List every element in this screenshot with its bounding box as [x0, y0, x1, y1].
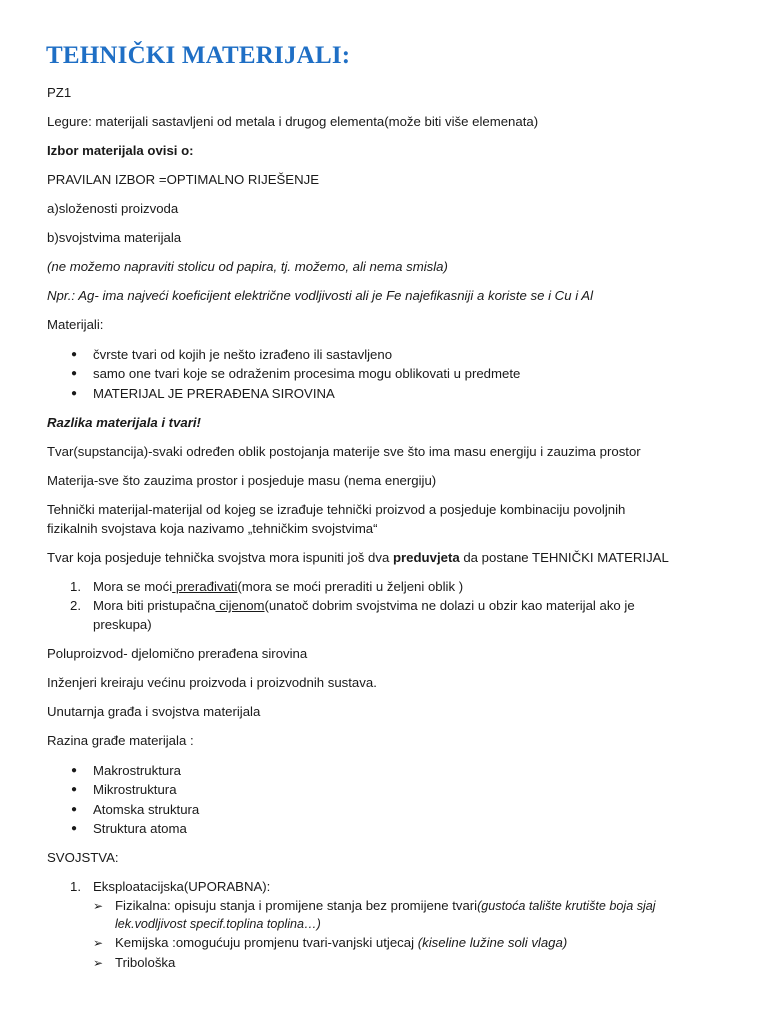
bullet-icon: ● — [71, 823, 78, 834]
izbor-heading: Izbor materijala ovisi o: — [47, 143, 194, 158]
svojstva-label: SVOJSTVA: — [47, 850, 119, 865]
item-underlined: cijenom — [215, 598, 265, 613]
item-italic: (kiseline lužine soli vlaga) — [417, 935, 568, 950]
sublist-item: Tribološka — [115, 955, 176, 970]
preduvjeti-text-post: da postane TEHNIČKI MATERIJAL — [459, 550, 669, 565]
sublist-item-continuation: lek.vodljivost specif.toplina toplina…) — [115, 917, 321, 931]
arrow-bullet-icon: ➢ — [93, 899, 104, 913]
item-underlined: prerađivati — [172, 579, 238, 594]
pz-label: PZ1 — [47, 85, 72, 100]
preduvjeti-paragraph — [47, 549, 669, 567]
sublist-item — [115, 897, 656, 915]
bullet-icon: ● — [71, 784, 78, 795]
legure-paragraph: Legure: materijali sastavljeni od metala i drugog elementa(može biti više elemenata) — [47, 114, 539, 129]
sublist-item — [115, 934, 567, 952]
bullet-icon: ● — [71, 765, 78, 776]
list-number: 2. — [70, 598, 81, 613]
bullet-icon: ● — [71, 804, 78, 815]
tehnicki-materijal-line-2: fizikalnih svojstava koja nazivamo „tehničkim svojstvima“ — [47, 521, 378, 536]
list-item: Atomska struktura — [93, 802, 200, 817]
bullet-icon: ● — [71, 388, 78, 399]
list-item: Struktura atoma — [93, 821, 187, 836]
option-a: a)složenosti proizvoda — [47, 201, 179, 216]
list-item: MATERIJAL JE PRERAĐENA SIROVINA — [93, 386, 335, 401]
materijali-label: Materijali: — [47, 317, 104, 332]
list-item — [93, 597, 635, 615]
list-item: Makrostruktura — [93, 763, 181, 778]
item-text: Mora se moći — [93, 579, 173, 594]
list-item — [93, 578, 463, 596]
item-text: Fizikalna: opisuju stanja i promijene stanja bez promijene tvari — [115, 898, 478, 913]
list-item: samo one tvari koje se odraženim procesima mogu oblikovati u predmete — [93, 366, 521, 381]
page-title: TEHNIČKI MATERIJALI: — [46, 42, 351, 69]
razlika-heading: Razlika materijala i tvari! — [47, 415, 201, 430]
list-item: Eksploatacijska(UPORABNA): — [93, 879, 271, 894]
stolica-note: (ne možemo napraviti stolicu od papira, tj. možemo, ali nema smisla) — [47, 259, 448, 274]
bullet-icon: ● — [71, 349, 78, 360]
tehnicki-materijal-line-1: Tehnički materijal-materijal od kojeg se izrađuje tehnički proizvod a posjeduje kombinaciju povoljnih — [47, 502, 626, 517]
inzenjeri-line: Inženjeri kreiraju većinu proizvoda i proizvodnih sustava. — [47, 675, 377, 690]
list-item: Mikrostruktura — [93, 782, 177, 797]
preduvjeti-text-pre: Tvar koja posjeduje tehnička svojstva mora ispuniti još dva — [47, 550, 393, 565]
list-item-continuation: preskupa) — [93, 617, 152, 632]
item-text: Mora biti pristupačna — [93, 598, 216, 613]
pravilan-izbor-line: PRAVILAN IZBOR =OPTIMALNO RIJEŠENJE — [47, 172, 319, 187]
arrow-bullet-icon: ➢ — [93, 936, 104, 950]
item-text: (mora se moći preraditi u željeni oblik ) — [237, 579, 464, 594]
poluproizvod-line: Poluproizvod- djelomično prerađena sirovina — [47, 646, 308, 661]
arrow-bullet-icon: ➢ — [93, 956, 104, 970]
materija-definition: Materija-sve što zauzima prostor i posjeduje masu (nema energiju) — [47, 473, 437, 488]
bullet-icon: ● — [71, 368, 78, 379]
list-item: čvrste tvari od kojih je nešto izrađeno ili sastavljeno — [93, 347, 393, 362]
tvar-definition: Tvar(supstancija)-svaki određen oblik postojanja materije sve što ima masu energiju i zauzima prostor — [47, 444, 641, 459]
item-italic: (gustoća talište krutište boja sjaj — [477, 899, 656, 913]
razina-label: Razina građe materijala : — [47, 733, 194, 748]
option-b: b)svojstvima materijala — [47, 230, 182, 245]
preduvjeti-bold: preduvjeta — [392, 550, 460, 565]
list-number: 1. — [70, 579, 81, 594]
npr-example: Npr.: Ag- ima najveći koeficijent električne vodljivosti ali je Fe najefikasniji a koriste se i Cu i Al — [47, 288, 594, 303]
list-number: 1. — [70, 879, 81, 894]
unutarnja-line: Unutarnja građa i svojstva materijala — [47, 704, 261, 719]
item-text: (unatoč dobrim svojstvima ne dolazi u obzir kao materijal ako je — [264, 598, 635, 613]
item-text: Kemijska :omogućuju promjenu tvari-vanjski utjecaj — [115, 935, 418, 950]
